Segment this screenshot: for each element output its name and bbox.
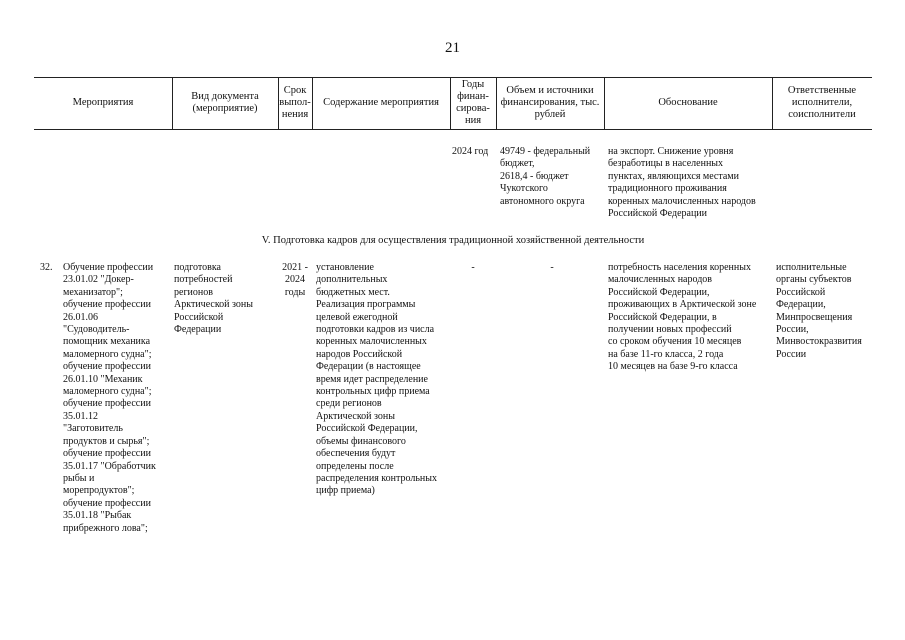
header-years: Годы финан-сирова-ния: [456, 79, 490, 126]
row-32-number-cell: 32.: [40, 262, 53, 273]
header-measures: Мероприятия: [72, 97, 134, 108]
header-justification: Обоснование: [658, 97, 718, 108]
row-32-volume-cell: -: [550, 262, 554, 273]
continuation-volume-cell: 49749 - федеральный бюджет, 2618,4 - бюджет Чукотского автономного округа: [500, 146, 591, 207]
continuation-years-cell: 2024 год: [452, 146, 489, 157]
header-doc-type: Вид документа (мероприятие): [191, 91, 259, 114]
table-header-bottom-rule: [34, 129, 872, 130]
row-32-years-cell: -: [471, 262, 475, 273]
continuation-justification-cell: на экспорт. Снижение уровня безработицы в населенных пунктах, являющихся местами традиционного проживания коренных малочисленных народов Российской Федерации: [608, 146, 756, 220]
row-32-responsible-cell: исполнительные органы субъектов Российской Федерации, Минпросвещения России, Минвостокразвития России: [776, 262, 862, 360]
row-32-measures-cell: Обучение профессии 23.01.02 "Докер- механизатор"; обучение профессии 26.01.06 "Судоводитель- помощник механика маломерного судна"; обучение профессии 26.01.10 "Механик маломерного судна"; обучение профессии 35.01.12 "Заготовитель продуктов и сырья"; обучение профессии 35.01.17 "Обработчик рыбы и морепродуктов"; обучение профессии 35.01.18 "Рыбак прибрежного лова";: [63, 262, 156, 534]
header-volume: Объем и источники финансирования, тыс. рублей: [500, 85, 600, 120]
row-32-justification-cell: потребность населения коренных малочисленных народов Российской Федерации, проживающих в Арктической зоне Российской Федерации, в получении новых профессий со сроком обучения 10 месяцев на базе 11-го класса, 2 года 10 месяцев на базе 9-го класса: [608, 262, 757, 373]
page-number: 21: [445, 40, 460, 56]
row-32-term-cell: 2021 - 2024 годы: [282, 262, 308, 298]
section-title: V. Подготовка кадров для осуществления традиционной хозяйственной деятельности: [261, 235, 645, 246]
header-responsible: Ответственные исполнители, соисполнители: [787, 85, 857, 120]
header-term: Срок выпол-нения: [279, 85, 311, 120]
row-32-content-cell: установление дополнительных бюджетных мест. Реализация программы целевой ежегодной подготовки кадров из числа коренных малочисленных народов Российской Федерации (в настоящее время идет распределение контрольных цифр приема среди регионов Арктической зоны Российской Федерации, объемы финансового обеспечения будут определены после распределения контрольных цифр приема): [316, 262, 437, 497]
header-content: Содержание мероприятия: [323, 97, 439, 108]
row-32-doc-type-cell: подготовка потребностей регионов Арктической зоны Российской Федерации: [174, 262, 253, 336]
